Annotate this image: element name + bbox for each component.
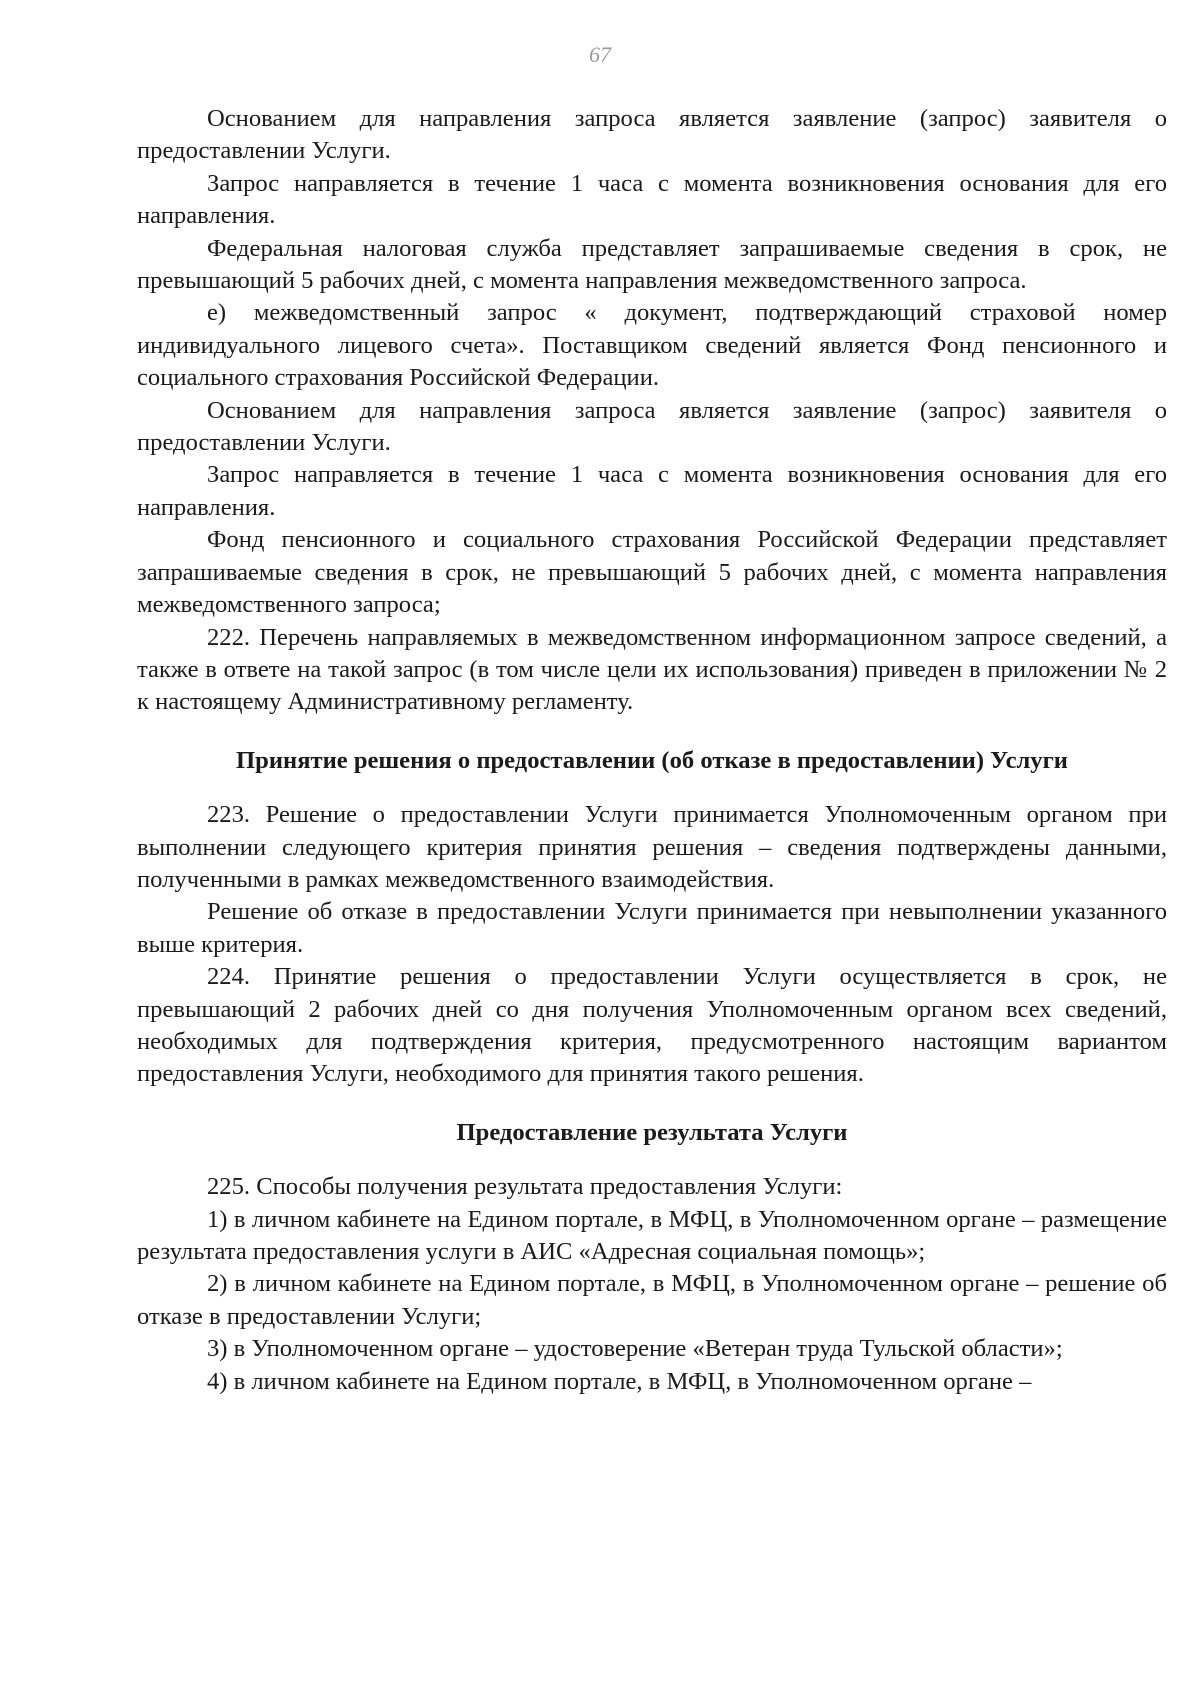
paragraph: Решение об отказе в предоставлении Услуги принимается при невыполнении указанного выше критерия. [137, 898, 1167, 958]
paragraph: Федеральная налоговая служба представляет запрашиваемые сведения в срок, не превышающий 5 рабочих дней, с момента направления межведомственного запроса. [137, 234, 1167, 295]
list-item: 2) в личном кабинете на Едином портале, в МФЦ, в Уполномоченном органе – решение об отказе в предоставлении Услуги; [137, 1270, 1167, 1330]
paragraph: Основанием для направления запроса является заявление (запрос) заявителя о предоставлении Услуги. [137, 105, 1167, 165]
spacer [137, 1149, 1167, 1171]
paragraph: Запрос направляется в течение 1 часа с момента возникновения основания для его направления. [137, 461, 1167, 521]
paragraph: Фонд пенсионного и социального страхования Российской Федерации представляет запрашиваемые сведения в срок, не превышающий 5 рабочих дней, с момента направления межведомственного запроса; [137, 526, 1167, 619]
paragraph: е) межведомственный запрос « документ, подтверждающий страховой номер индивидуального лицевого счета». Поставщиком сведений является Фонд пенсионного и социального страхования Российской Федерации. [137, 299, 1167, 392]
paragraph: 225. Способы получения результата предоставления Услуги: [207, 1173, 843, 1201]
paragraph: Запрос направляется в течение 1 часа с момента возникновения основания для его направления. [137, 169, 1167, 230]
page-number: 67 [589, 42, 611, 67]
spacer [137, 777, 1167, 799]
document-body [137, 103, 1167, 1398]
spacer [137, 719, 1167, 745]
list-item: 4) в личном кабинете на Едином портале, в МФЦ, в Уполномоченном органе – [207, 1367, 1032, 1395]
paragraph: 223. Решение о предоставлении Услуги принимается Уполномоченным органом при выполнении следующего критерия принятия решения – сведения подтверждены данными, полученными в рамках межведомственного взаимодействия. [137, 801, 1167, 893]
section-heading: Принятие решения о предоставлении (об отказе в предоставлении) Услуги [236, 746, 1068, 774]
paragraph: 224. Принятие решения о предоставлении Услуги осуществляется в срок, не превышающий 2 рабочих дней со дня получения Уполномоченным органом всех сведений, необходимых для подтверждения критерия, предусмотренного настоящим вариантом предоставления Услуги, необходимого для принятия такого решения. [137, 963, 1167, 1088]
list-item: 1) в личном кабинете на Едином портале, в МФЦ, в Уполномоченном органе – размещение результата предоставления услуги в АИС «Адресная социальная помощь»; [137, 1205, 1167, 1265]
spacer [137, 1091, 1167, 1117]
section-heading: Предоставление результата Услуги [456, 1118, 848, 1146]
paragraph: 222. Перечень направляемых в межведомственном информационном запросе сведений, а также в ответе на такой запрос (в том числе цели их использования) приведен в приложении № 2 к настоящему Административному регламенту. [137, 623, 1167, 716]
paragraph: Основанием для направления запроса является заявление (запрос) заявителя о предоставлении Услуги. [137, 396, 1167, 457]
list-item: 3) в Уполномоченном органе – удостоверение «Ветеран труда Тульской области»; [207, 1335, 1063, 1363]
